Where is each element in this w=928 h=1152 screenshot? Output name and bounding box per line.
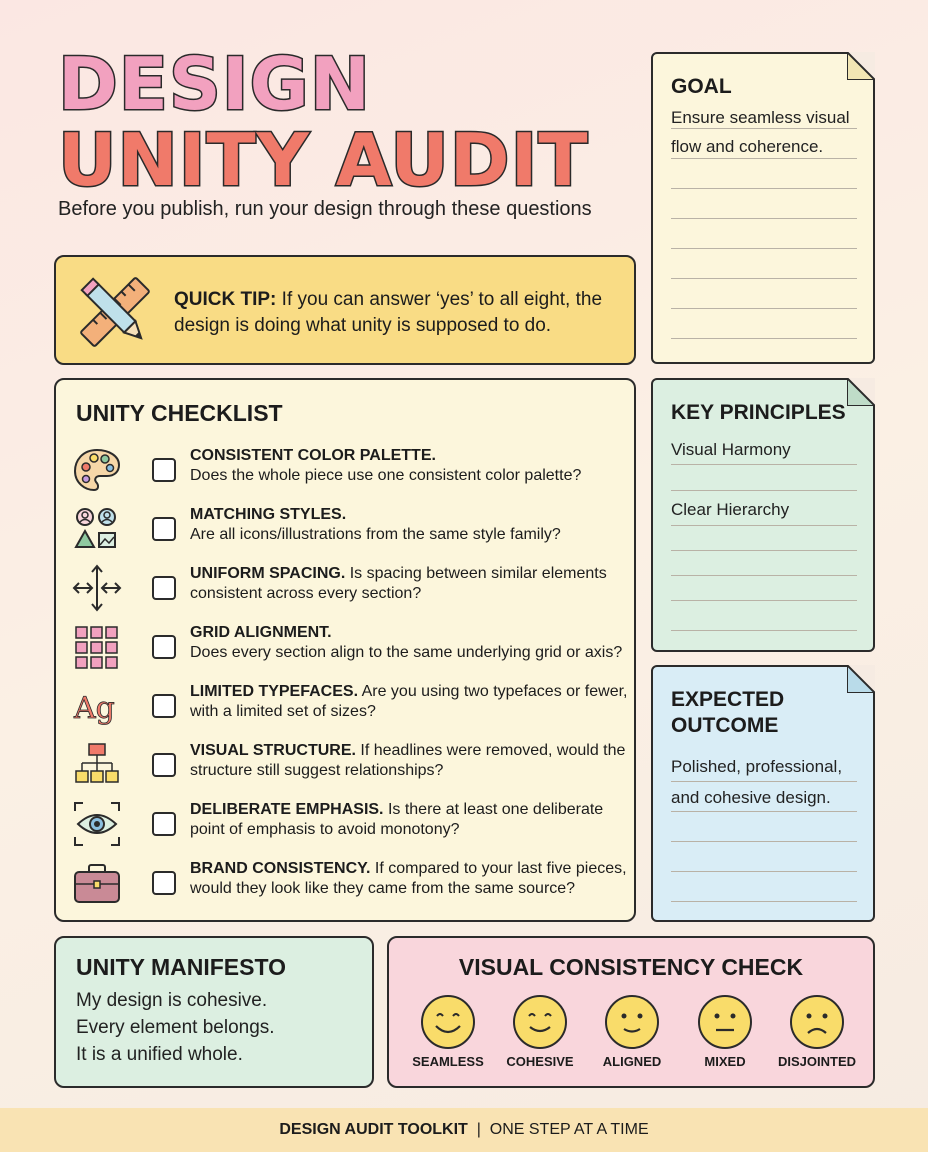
spacing-arrows-icon (72, 564, 122, 612)
checklist-item-text (190, 505, 640, 545)
outcome-heading (671, 687, 784, 739)
briefcase-icon (72, 859, 122, 907)
face-label: ALIGNED (602, 1054, 662, 1069)
ruled-line (671, 218, 857, 219)
palette-icon (72, 446, 122, 494)
ruled-line (671, 464, 857, 465)
checklist-item (72, 859, 627, 911)
page-fold-icon (847, 378, 875, 406)
face-label: MIXED (704, 1054, 746, 1069)
checklist-item-body: Does the whole piece use one consistent color palette? (190, 467, 582, 484)
checklist-item-text (190, 564, 640, 604)
checklist-checkbox[interactable] (152, 576, 176, 600)
page-fold-icon (847, 52, 875, 80)
goal-heading: GOAL (671, 75, 732, 98)
checklist-item-title: DELIBERATE EMPHASIS. (190, 801, 384, 818)
principle-2: Clear Hierarchy (671, 500, 790, 519)
checklist-item-title: MATCHING STYLES. (190, 506, 347, 523)
eye-focus-icon (72, 800, 122, 848)
key-principles-card (651, 378, 875, 652)
grid-icon (72, 623, 122, 671)
smile-face-icon[interactable] (512, 994, 568, 1050)
visual-consistency-card (387, 936, 875, 1088)
checklist-checkbox[interactable] (152, 517, 176, 541)
goal-line-1: Ensure seamless visual (671, 108, 850, 127)
checklist-item-body: If headlines were removed, would the structure still suggest relationships? (190, 742, 626, 779)
consistency-heading: VISUAL CONSISTENCY CHECK (458, 954, 804, 980)
checklist-item-body: If compared to your last five pieces, would they look like they came from the same source? (190, 860, 627, 897)
checklist-item-text (190, 741, 640, 781)
manifesto-line: My design is cohesive. (76, 990, 268, 1011)
footer (0, 1108, 928, 1152)
checklist-item-title: GRID ALIGNMENT. (190, 624, 332, 641)
checklist-checkbox[interactable] (152, 812, 176, 836)
page-fold-icon (847, 665, 875, 693)
ruled-line (671, 841, 857, 842)
ruled-line (671, 158, 857, 159)
ruled-line (671, 811, 857, 812)
checklist-heading: UNITY CHECKLIST (76, 400, 283, 426)
ruled-line (671, 600, 857, 601)
checklist-checkbox[interactable] (152, 694, 176, 718)
quick-tip-text (174, 287, 624, 339)
manifesto-line: Every element belongs. (76, 1017, 275, 1038)
ruled-line (671, 550, 857, 551)
goal-card (651, 52, 875, 364)
ruled-line (671, 338, 857, 339)
principle-1: Visual Harmony (671, 440, 791, 459)
ruled-line (671, 781, 857, 782)
checklist-item (72, 623, 627, 675)
ruled-line (671, 901, 857, 902)
manifesto-heading: UNITY MANIFESTO (76, 954, 286, 980)
checklist-checkbox[interactable] (152, 753, 176, 777)
checklist-item-text (190, 682, 640, 722)
checklist-item (72, 682, 627, 734)
checklist-item (72, 800, 627, 852)
quick-tip-label: QUICK TIP: (174, 289, 277, 310)
checklist-item-body: Does every section align to the same underlying grid or axis? (190, 644, 623, 661)
checklist-checkbox[interactable] (152, 871, 176, 895)
ruled-line (671, 188, 857, 189)
hierarchy-icon (72, 741, 122, 789)
quick-tip-body: If you can answer ‘yes’ to all eight, the design is doing what unity is supposed to do. (174, 289, 603, 336)
checklist-item-title: LIMITED TYPEFACES. (190, 683, 359, 700)
outcome-heading-line-1: EXPECTED (671, 688, 785, 711)
checklist-item (72, 505, 627, 557)
style-icons-icon (72, 505, 122, 553)
typeface-icon (72, 682, 122, 730)
outcome-heading-line-2: OUTCOME (671, 714, 779, 737)
checklist-item-body: Are you using two typefaces or fewer, with a limited set of sizes? (190, 683, 628, 720)
checklist-item-text (190, 446, 640, 486)
checklist-item-text (190, 623, 640, 663)
checklist-item (72, 564, 627, 616)
checklist-item-body: Is spacing between similar elements consistent across every section? (190, 565, 607, 602)
checklist-checkbox[interactable] (152, 635, 176, 659)
ruled-line (671, 308, 857, 309)
footer-left: DESIGN AUDIT TOOLKIT (279, 1121, 468, 1138)
footer-separator: | (476, 1121, 481, 1138)
checklist-item-title: UNIFORM SPACING. (190, 565, 346, 582)
checklist-checkbox[interactable] (152, 458, 176, 482)
outcome-line-1: Polished, professional, (671, 757, 843, 776)
footer-right: ONE STEP AT A TIME (489, 1121, 649, 1138)
pencil-ruler-icon (74, 271, 156, 353)
neutral-face-icon[interactable] (697, 994, 753, 1050)
checklist-item-text (190, 800, 640, 840)
quick-tip-card (54, 255, 636, 365)
checklist-item-body: Are all icons/illustrations from the same style family? (190, 526, 561, 543)
checklist-item-title: BRAND CONSISTENCY. (190, 860, 371, 877)
svg-text:Ag: Ag (74, 691, 115, 726)
face-label: SEAMLESS (412, 1054, 484, 1069)
ruled-line (671, 630, 857, 631)
face-label: COHESIVE (506, 1054, 574, 1069)
subtitle: Before you publish, run your design through these questions (58, 198, 592, 220)
ruled-line (671, 575, 857, 576)
big-smile-face-icon[interactable] (420, 994, 476, 1050)
goal-line-2: flow and coherence. (671, 137, 824, 156)
slight-smile-face-icon[interactable] (604, 994, 660, 1050)
principles-heading: KEY PRINCIPLES (671, 401, 846, 424)
unity-checklist-card (54, 378, 636, 922)
unity-manifesto-card (54, 936, 374, 1088)
title-line-1: DESIGN (58, 42, 371, 126)
ruled-line (671, 278, 857, 279)
manifesto-line: It is a unified whole. (76, 1044, 243, 1065)
checklist-item-title: CONSISTENT COLOR PALETTE. (190, 447, 436, 464)
checklist-item-body: Is there at least one deliberate point of emphasis to avoid monotony? (190, 801, 604, 838)
ruled-line (671, 525, 857, 526)
checklist-item-title: VISUAL STRUCTURE. (190, 742, 356, 759)
checklist-item (72, 741, 627, 793)
ruled-line (671, 490, 857, 491)
checklist-item-text (190, 859, 640, 899)
ruled-line (671, 128, 857, 129)
frown-face-icon[interactable] (789, 994, 845, 1050)
checklist-item (72, 446, 627, 498)
face-label: DISJOINTED (777, 1054, 856, 1069)
ruled-line (671, 248, 857, 249)
outcome-line-2: and cohesive design. (671, 788, 831, 807)
expected-outcome-card (651, 665, 875, 922)
title-line-2: UNITY AUDIT (58, 118, 589, 202)
ruled-line (671, 871, 857, 872)
